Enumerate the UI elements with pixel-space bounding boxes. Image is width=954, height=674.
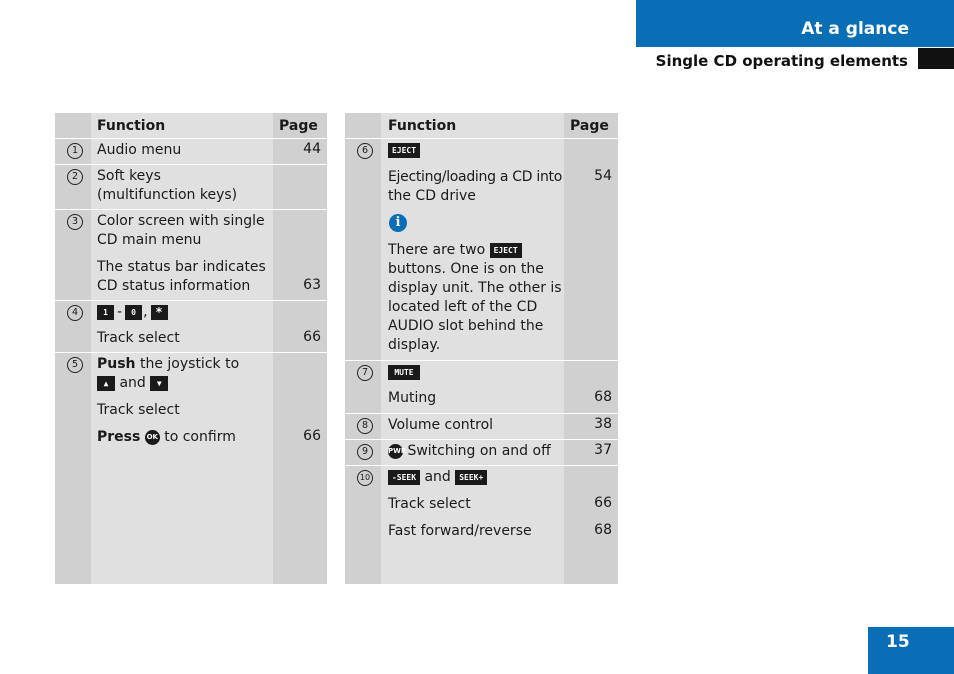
function-text: The status bar indicates bbox=[97, 259, 266, 275]
table-row bbox=[55, 165, 327, 209]
note-text: AUDIO slot behind the bbox=[388, 318, 544, 334]
right-table bbox=[345, 113, 618, 584]
page-ref: 66 bbox=[594, 495, 612, 511]
item-number: 8 bbox=[357, 418, 373, 434]
item-number: 10 bbox=[357, 470, 373, 486]
mute-key bbox=[388, 363, 420, 382]
function-text: (multifunction keys) bbox=[97, 187, 238, 203]
chapter-tab bbox=[636, 0, 954, 47]
left-table bbox=[55, 113, 327, 584]
function-text: Ejecting/loading a CD into bbox=[388, 169, 562, 185]
item-number: 1 bbox=[67, 143, 83, 159]
function-text: PWR Switching on and off bbox=[388, 443, 551, 459]
section-title: Single CD operating elements bbox=[655, 52, 908, 70]
chapter-title: At a glance bbox=[801, 19, 909, 39]
function-text: Audio menu bbox=[97, 142, 182, 158]
table-row bbox=[55, 353, 327, 584]
function-text: Track select bbox=[388, 496, 471, 512]
item-number: 5 bbox=[67, 357, 83, 373]
page-ref: 44 bbox=[303, 141, 321, 157]
item-number: 9 bbox=[357, 444, 373, 460]
page-ref: 66 bbox=[303, 428, 321, 444]
function-text: Muting bbox=[388, 390, 437, 406]
page-ref: 37 bbox=[594, 442, 612, 458]
page-number-tab bbox=[868, 627, 954, 674]
table-row bbox=[345, 139, 618, 360]
note-text: display unit. The other is bbox=[388, 280, 562, 296]
seek-minus-icon: -SEEK bbox=[388, 470, 420, 485]
page-ref: 66 bbox=[303, 329, 321, 345]
table-row bbox=[55, 210, 327, 300]
page-ref: 63 bbox=[303, 277, 321, 293]
table-row bbox=[55, 139, 327, 164]
item-number: 6 bbox=[357, 143, 373, 159]
table-row bbox=[55, 301, 327, 352]
table-row bbox=[345, 361, 618, 413]
function-text: CD main menu bbox=[97, 232, 202, 248]
header-page: Page bbox=[570, 118, 609, 134]
key-star-icon: * bbox=[151, 305, 168, 320]
header-page: Page bbox=[279, 118, 318, 134]
function-text: Fast forward/reverse bbox=[388, 523, 532, 539]
table-row bbox=[345, 440, 618, 465]
function-text: Volume control bbox=[388, 417, 494, 433]
table-row bbox=[345, 466, 618, 584]
function-text: Soft keys bbox=[97, 168, 161, 184]
eject-icon: EJECT bbox=[490, 243, 522, 258]
arrow-down-icon: ▼ bbox=[150, 376, 168, 391]
item-number: 4 bbox=[67, 305, 83, 321]
power-button-icon: PWR bbox=[388, 444, 403, 459]
table-header bbox=[345, 113, 618, 138]
eject-icon: EJECT bbox=[388, 143, 420, 158]
function-text: CD status information bbox=[97, 278, 251, 294]
header-function: Function bbox=[388, 118, 457, 134]
page-ref: 68 bbox=[594, 389, 612, 405]
table-row bbox=[345, 414, 618, 439]
page-ref: 54 bbox=[594, 168, 612, 184]
info-icon: i bbox=[389, 214, 407, 232]
note-text: buttons. One is on the bbox=[388, 261, 544, 277]
mute-icon: MUTE bbox=[388, 365, 420, 380]
function-text: Track select bbox=[97, 330, 180, 346]
seek-keys: -SEEK and SEEK+ bbox=[388, 468, 487, 487]
note-text: display. bbox=[388, 337, 441, 353]
header-function: Function bbox=[97, 118, 166, 134]
section-marker bbox=[918, 48, 954, 69]
page-ref: 68 bbox=[594, 522, 612, 538]
key-0-icon: 0 bbox=[125, 305, 142, 320]
arrow-up-icon: ▲ bbox=[97, 376, 115, 391]
function-text: Push the joystick to bbox=[97, 356, 240, 372]
page-ref: 38 bbox=[594, 416, 612, 432]
item-number: 2 bbox=[67, 169, 83, 185]
item-number: 7 bbox=[357, 365, 373, 381]
page-number: 15 bbox=[886, 632, 910, 652]
ok-button-icon: OK bbox=[145, 430, 160, 445]
note-text: There are two EJECT bbox=[388, 241, 522, 260]
function-text: Press OK to confirm bbox=[97, 429, 236, 445]
function-text: Track select bbox=[97, 402, 180, 418]
key-1-icon: 1 bbox=[97, 305, 114, 320]
note-text: located left of the CD bbox=[388, 299, 538, 315]
eject-key bbox=[388, 141, 420, 160]
table-header bbox=[55, 113, 327, 138]
function-text: the CD drive bbox=[388, 188, 476, 204]
function-text: Color screen with single bbox=[97, 213, 265, 229]
joystick-directions: ▲ and ▼ bbox=[97, 374, 168, 393]
item-number: 3 bbox=[67, 214, 83, 230]
seek-plus-icon: SEEK+ bbox=[455, 470, 487, 485]
number-keys: 1 - 0 , * bbox=[97, 303, 168, 322]
